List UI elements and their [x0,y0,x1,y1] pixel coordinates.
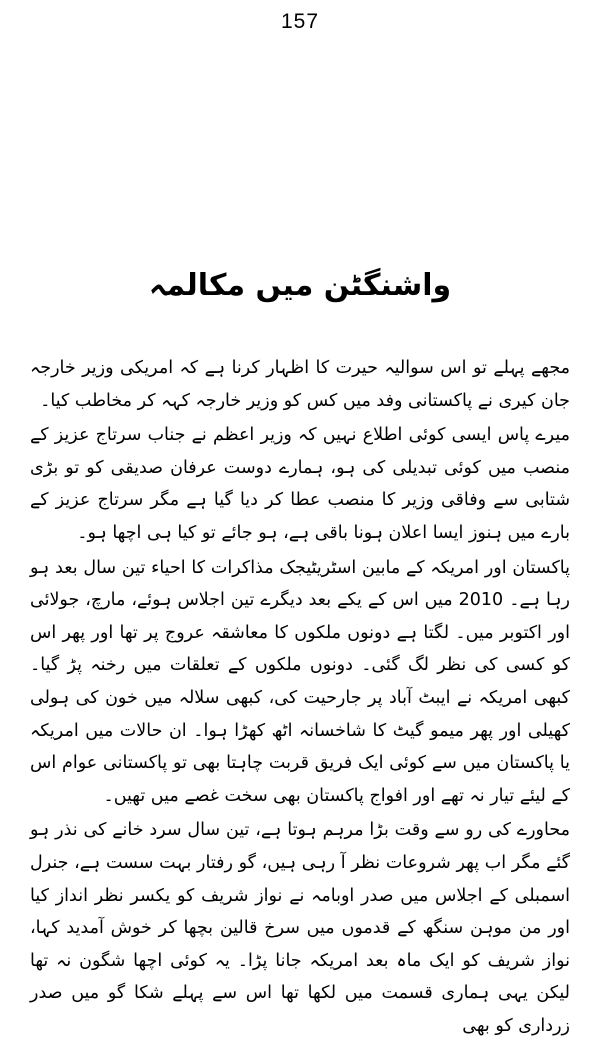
paragraph: محاورے کی رو سے وقت بڑا مرہم ہوتا ہے، تین سال سرد خانے کی نذر ہو گئے مگر اب پھر شروعات نظر آ رہی ہیں، گو رفتار بہت سست ہے، جنرل اسمبلی کے اجلاس میں صدر اوبامہ نے نواز شریف کو یکسر نظر انداز کیا اور من موہن سنگھ کے قدموں میں سرخ قالین بچھا کر خوش آمدید کہا، نواز شریف کو ایک ماہ بعد امریکہ جانا پڑا۔ یہ کوئی اچھا شگون نہ تھا لیکن یہی ہماری قسمت میں لکھا تھا اس سے پہلے شکا گو میں صدر زرداری کو بھی [30,820,570,1036]
body-text [30,352,570,1044]
page-number: 157 [280,10,320,33]
paragraph: میرے پاس ایسی کوئی اطلاع نہیں کہ وزیر اعظم نے جناب سرتاج عزیز کے منصب میں کوئی تبدیلی کی ہو، ہمارے دوست عرفان صدیقی کو تو بڑی شتابی سے وفاقی وزیر کا منصب عطا کر دیا گیا ہے مگر سرتاج عزیز کے بارے میں ہنوز ایسا اعلان ہونا باقی ہے، ہو جائے تو کیا ہی اچھا ہو۔ [30,425,570,543]
paragraph: پاکستان اور امریکہ کے مابین اسٹریٹیجک مذاکرات کا احیاء تین سال بعد ہو رہا ہے۔ 2010 میں اس کے یکے بعد دیگرے تین اجلاس ہوئے، مارچ، جولائی اور اکتوبر میں۔ لگتا ہے دونوں ملکوں کا معاشقہ عروج پر تھا اور پھر اس کو کسی کی نظر لگ گئی۔ دونوں ملکوں کے تعلقات میں رخنہ پڑ گیا۔ کبھی امریکہ نے ایبٹ آباد پر جارحیت کی، کبھی سلالہ میں خون کی ہولی کھیلی اور پھر میمو گیٹ کا شاخسانہ اٹھ کھڑا ہوا۔ ان حالات میں امریکہ یا پاکستان میں سے کوئی ایک فریق قربت چاہتا بھی تو پاکستانی عوام اس کے لیئے تیار نہ تھے اور افواج پاکستان بھی سخت غصے میں تھیں۔ [30,557,570,806]
chapter-title: واشنگٹن میں مکالمہ [148,268,452,303]
paragraph: مجھے پہلے تو اس سوالیہ حیرت کا اظہار کرنا ہے کہ امریکی وزیر خارجہ جان کیری نے پاکستانی وفد میں کس کو وزیر خارجہ کہہ کر مخاطب کیا۔ [30,358,570,411]
